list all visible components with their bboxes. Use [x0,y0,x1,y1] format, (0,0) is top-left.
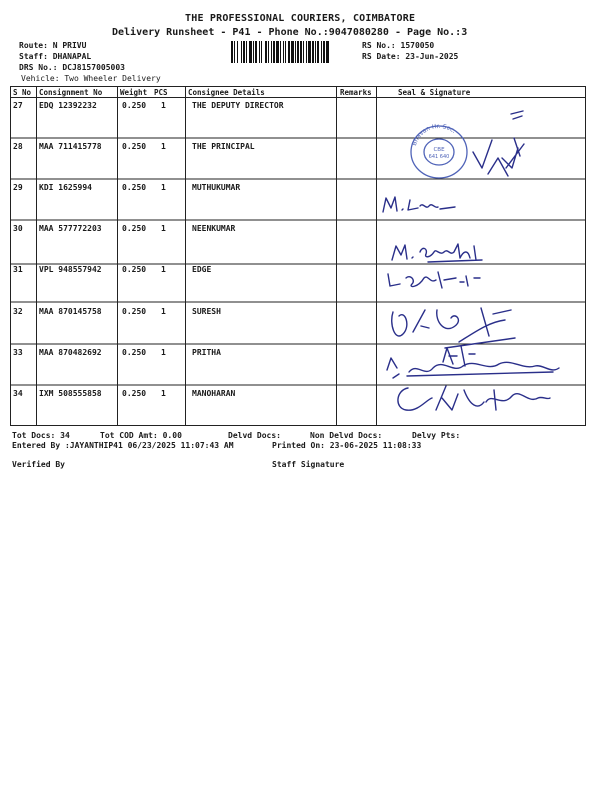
row-weight: 0.250 [122,183,147,192]
col-header-consignment: Consignment No [39,88,103,97]
row-sno: 34 [13,389,23,398]
col-header-sno: S No [13,88,32,97]
col-header-pcs: PCS [154,88,168,97]
printed-on: Printed On: 23-06-2025 11:08:33 [272,441,422,450]
row-pcs: 1 [161,265,166,274]
verified-by-label: Verified By [12,460,65,469]
row-consignment-no: MAA 870145758 [39,307,102,316]
route-label: Route: N PRIVU [19,41,87,50]
seal-center-line1: CBE [433,147,445,153]
row-consignment-no: EDQ 12392232 [39,101,97,110]
row-consignment-no: VPL 948557942 [39,265,102,274]
rs-date: RS Date: 23-Jun-2025 [362,52,459,61]
signature-row28 [468,128,528,190]
signature-row30 [388,240,484,264]
barcode [231,41,356,63]
row-sno: 29 [13,183,23,192]
row-sno: 32 [13,307,23,316]
row-consignee: MANOHARAN [192,389,236,398]
delivery-points: Delvy Pts: [412,431,461,440]
signature-row29 [380,194,460,216]
row-weight: 0.250 [122,224,147,233]
row-weight: 0.250 [122,142,147,151]
row-pcs: 1 [161,101,166,110]
company-title: THE PROFESSIONAL COURIERS, COIMBATORE [185,13,416,24]
row-consignment-no: KDI 1625994 [39,183,92,192]
row-consignee: NEENKUMAR [192,224,236,233]
signature-row31 [384,268,484,292]
entered-by: Entered By :JAYANTHIP41 06/23/2025 11:07:43 AM [12,441,234,450]
seal-center-line2: 641 640 [428,154,450,160]
row-consignment-no: MAA 577772203 [39,224,102,233]
drs-number: DRS No.: DCJ8157005003 [19,63,125,72]
row-sno: 27 [13,101,23,110]
row-weight: 0.250 [122,389,147,398]
col-header-consignee: Consignee Details [188,88,265,97]
staff-label: Staff: DHANAPAL [19,52,92,61]
signature-row32 [385,302,525,350]
row-consignee: MUTHUKUMAR [192,183,241,192]
row-pcs: 1 [161,224,166,233]
row-consignee: SURESH [192,307,221,316]
signature-mark-row27 [508,108,528,122]
row-sno: 28 [13,142,23,151]
row-pcs: 1 [161,389,166,398]
runsheet-subtitle: Delivery Runsheet - P41 - Phone No.:9047080280 - Page No.:3 [112,27,468,38]
row-consignee: THE DEPUTY DIRECTOR [192,101,284,110]
row-sno: 33 [13,348,23,357]
rs-number: RS No.: 1570050 [362,41,435,50]
row-consignment-no: IXM 508555858 [39,389,102,398]
delivered-docs: Delvd Docs: [228,431,281,440]
row-pcs: 1 [161,183,166,192]
row-consignment-no: MAA 870482692 [39,348,102,357]
signature-row33 [383,344,563,384]
col-header-weight: Weight [120,88,148,97]
row-sno: 31 [13,265,23,274]
vehicle-label: Vehicle: Two Wheeler Delivery [21,74,161,83]
row-pcs: 1 [161,307,166,316]
row-pcs: 1 [161,142,166,151]
row-sno: 30 [13,224,23,233]
col-header-seal-signature: Seal & Signature [398,88,471,97]
signature-row34 [392,380,552,416]
row-weight: 0.250 [122,101,147,110]
row-pcs: 1 [161,348,166,357]
row-consignee: THE PRINCIPAL [192,142,255,151]
seal-stamp [405,118,473,182]
staff-signature-label: Staff Signature [272,460,345,469]
row-weight: 0.250 [122,307,147,316]
row-weight: 0.250 [122,265,147,274]
row-consignee: PRITHA [192,348,221,357]
total-cod-amount: Tot COD Amt: 0.00 [100,431,182,440]
row-consignee: EDGE [192,265,212,274]
total-docs: Tot Docs: 34 [12,431,70,440]
row-weight: 0.250 [122,348,147,357]
col-header-remarks: Remarks [340,88,372,97]
seal-ring-text: Bhavan Hr. Sec. [410,122,458,147]
row-consignment-no: MAA 711415778 [39,142,102,151]
non-delivered-docs: Non Delvd Docs: [310,431,383,440]
